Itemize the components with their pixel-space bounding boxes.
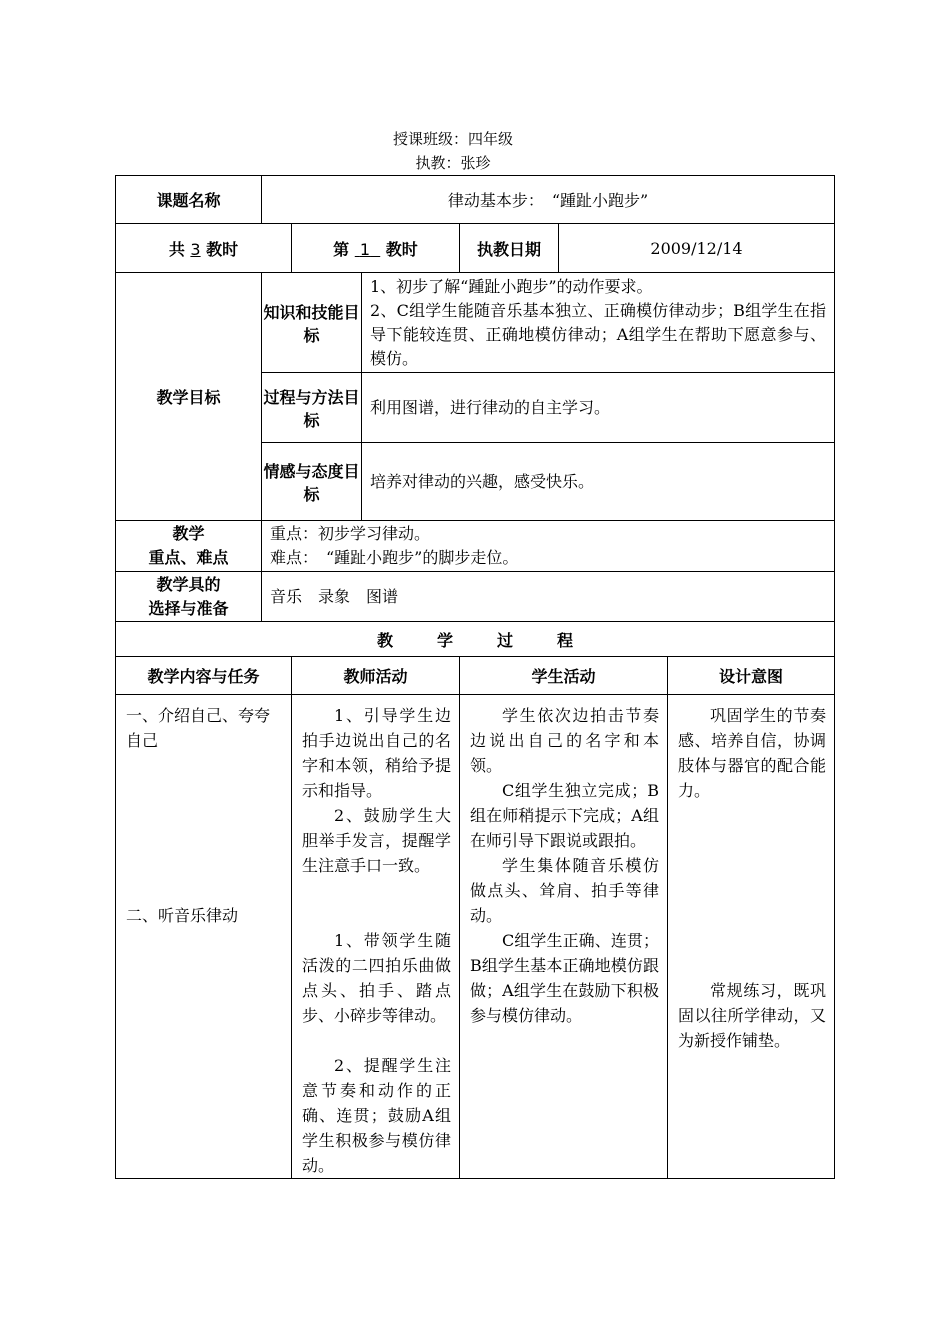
teacher-line: 执教：张珍: [415, 154, 491, 172]
student-activity-1: 学生依次边拍击节奏边说出自己的名字和本领。: [470, 706, 659, 775]
topic-value: 律动基本步： “踵趾小跑步”: [262, 176, 835, 224]
key-point: 重点：初步学习律动。: [270, 524, 431, 543]
focus-row: [116, 521, 835, 572]
tools-label: 教学具的 选择与准备: [116, 572, 262, 622]
teacher-activity-4: 2、提醒学生注意节奏和动作的正确、连贯；鼓励A组学生积极参与模仿律动。: [302, 1056, 451, 1175]
teacher-activity-3: 1、带领学生随活泼的二四拍乐曲做点头、拍手、踏点步、小碎步等律动。: [302, 931, 451, 1025]
date-label: 执教日期: [460, 224, 559, 273]
teacher-activity-1: 1、引导学生边拍手边说出自己的名字和本领，稍给予提示和指导。: [302, 706, 451, 800]
topic-row: [116, 176, 835, 224]
content-cell: [116, 695, 292, 1179]
objectives-label: 教学目标: [116, 273, 262, 521]
total-periods: 共 3 教时: [116, 224, 292, 273]
topic-label: 课题名称: [116, 176, 262, 224]
current-period: 第 1 教时: [292, 224, 460, 273]
teacher-cell: [292, 695, 460, 1179]
current-period-value: 1: [359, 239, 371, 259]
tools-value: 音乐 录象 图谱: [262, 572, 835, 622]
student-activity-2: C组学生独立完成；B组在师稍提示下完成；A组在师引导下跟说或跟拍。: [470, 781, 659, 850]
knowledge-text: 1、初步了解“踵趾小跑步”的动作要求。 2、C组学生能随音乐基本独立、正确模仿律动步；B组学生在指导下能较连贯、正确地模仿律动；A组学生在帮助下愿意参与、模仿。: [362, 273, 835, 373]
focus-text: [262, 521, 835, 572]
student-activity-4: C组学生正确、连贯；B组学生基本正确地模仿跟做；A组学生在鼓励下积极参与模仿律动。: [470, 931, 659, 1025]
teacher-activity-2: 2、鼓励学生大胆举手发言，提醒学生注意手口一致。: [302, 806, 451, 875]
emotion-objective-text: 培养对律动的兴趣，感受快乐。: [362, 443, 835, 521]
column-content: 教学内容与任务: [116, 657, 292, 695]
process-objective-text: 利用图谱，进行律动的自主学习。: [362, 373, 835, 443]
student-activity-3: 学生集体随音乐模仿做点头、耸肩、拍手等律动。: [470, 856, 659, 925]
periods-row: [116, 224, 835, 273]
tools-row: [116, 572, 835, 622]
objective-knowledge-row: [116, 273, 835, 373]
design-cell: [668, 695, 835, 1179]
content-step-1: 一、介绍自己、夸夸自己: [126, 706, 271, 750]
total-periods-value: 3: [190, 239, 201, 259]
lesson-plan-table: [115, 175, 835, 1179]
process-objective-label: 过程与方法目标: [262, 373, 362, 443]
column-student: 学生活动: [460, 657, 668, 695]
focus-label: 教学 重点、难点: [116, 521, 262, 572]
date-value: 2009/12/14: [559, 224, 835, 273]
process-body-row: [116, 695, 835, 1179]
knowledge-label: 知识和技能目标: [262, 273, 362, 373]
process-title-row: [116, 622, 835, 657]
design-intent-2: 常规练习，既巩固以往所学律动，又为新授作铺垫。: [678, 981, 826, 1050]
process-title: 教 学 过 程: [116, 622, 835, 657]
column-design: 设计意图: [668, 657, 835, 695]
design-intent-1: 巩固学生的节奏感、培养自信，协调肢体与器官的配合能力。: [678, 706, 826, 800]
column-teacher: 教师活动: [292, 657, 460, 695]
class-line: 授课班级：四年级: [392, 130, 513, 148]
emotion-objective-label: 情感与态度目标: [262, 443, 362, 521]
process-header-row: [116, 657, 835, 695]
difficulty: 难点： “踵趾小跑步”的脚步走位。: [270, 548, 519, 567]
student-cell: [460, 695, 668, 1179]
content-step-2: 二、听音乐律动: [126, 906, 239, 925]
